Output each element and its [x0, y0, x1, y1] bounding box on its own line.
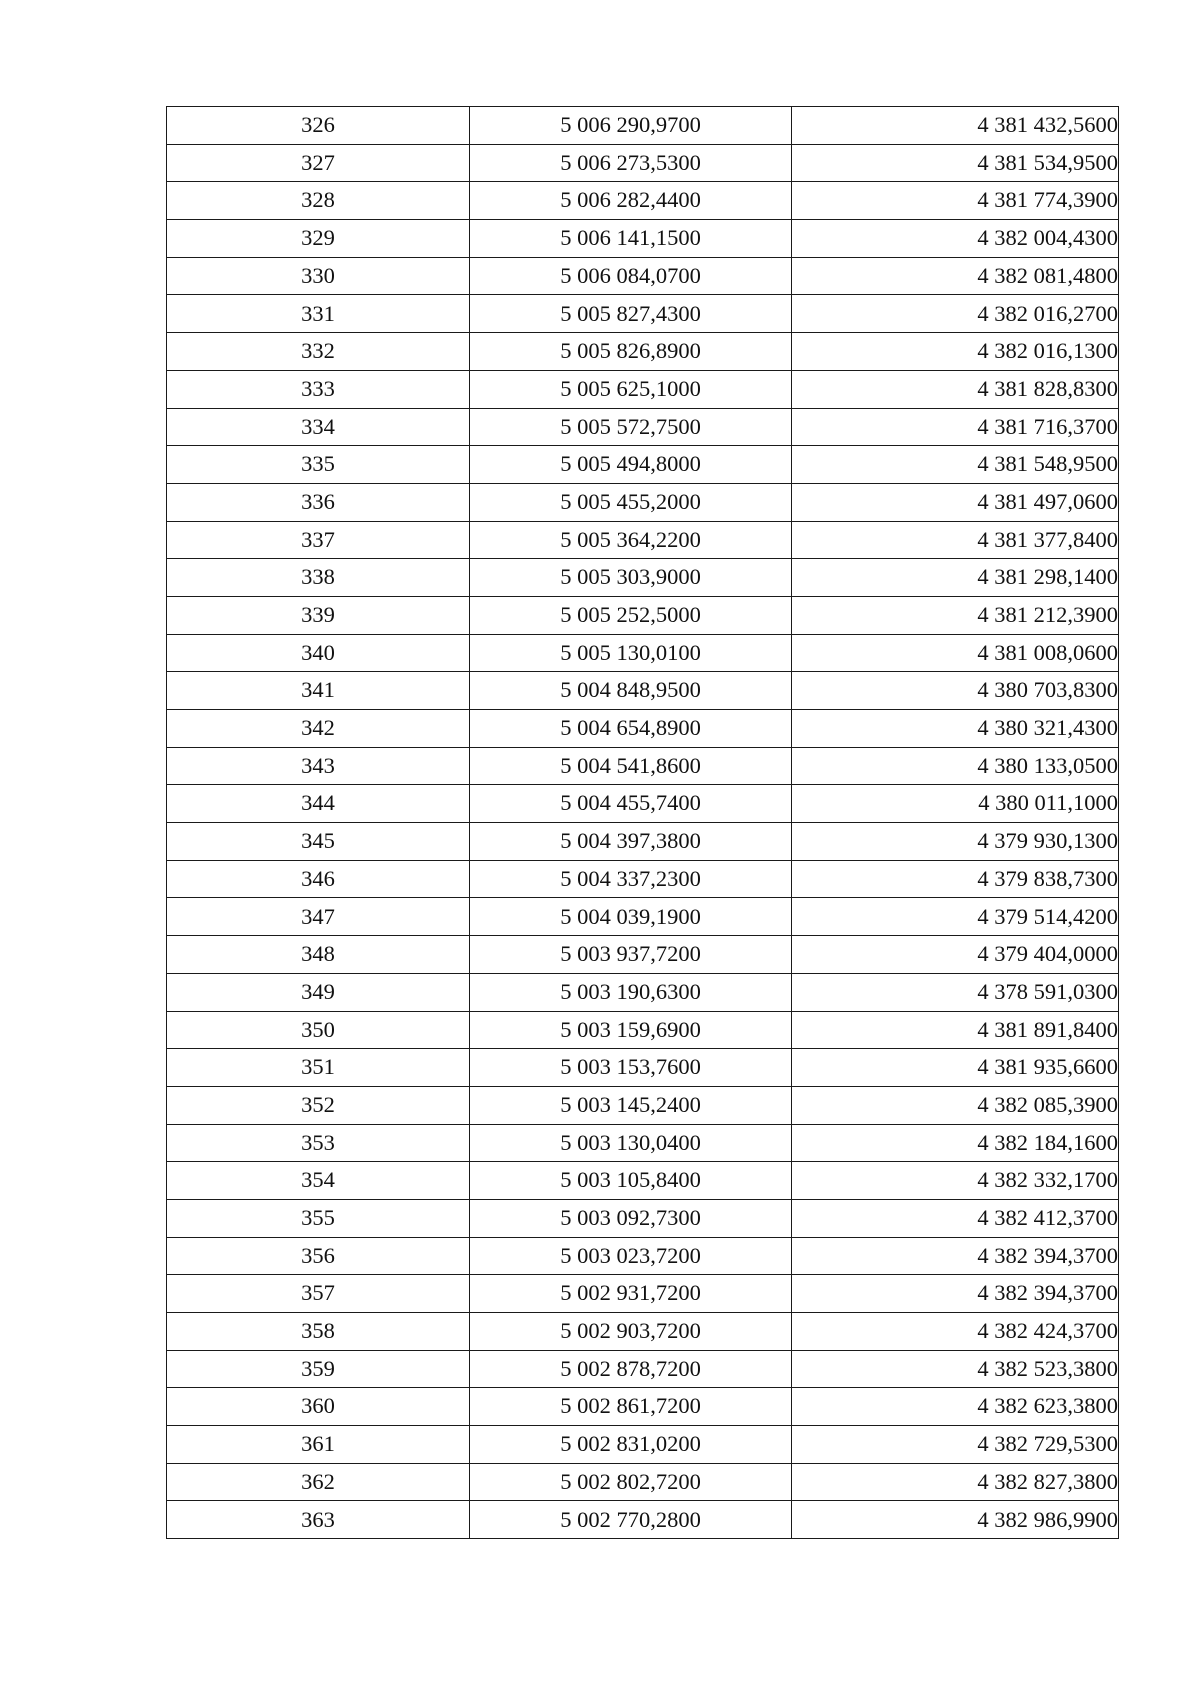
point-number-cell: 332 [167, 333, 470, 371]
x-coordinate-cell: 5 002 831,0200 [470, 1426, 792, 1464]
point-number-cell: 340 [167, 634, 470, 672]
y-coordinate-cell: 4 381 008,0600 [792, 634, 1119, 672]
y-coordinate-cell: 4 382 827,3800 [792, 1463, 1119, 1501]
table-row [167, 1011, 1119, 1049]
point-number-cell: 337 [167, 521, 470, 559]
x-coordinate-cell: 5 002 903,7200 [470, 1313, 792, 1351]
x-coordinate-cell: 5 003 023,7200 [470, 1237, 792, 1275]
x-coordinate-cell: 5 004 848,9500 [470, 672, 792, 710]
x-coordinate-cell: 5 004 397,3800 [470, 823, 792, 861]
x-coordinate-cell: 5 003 130,0400 [470, 1124, 792, 1162]
table-row [167, 483, 1119, 521]
y-coordinate-cell: 4 382 016,1300 [792, 333, 1119, 371]
x-coordinate-cell: 5 002 861,7200 [470, 1388, 792, 1426]
x-coordinate-cell: 5 005 572,7500 [470, 408, 792, 446]
x-coordinate-cell: 5 005 625,1000 [470, 370, 792, 408]
y-coordinate-cell: 4 382 184,1600 [792, 1124, 1119, 1162]
y-coordinate-cell: 4 380 321,4300 [792, 710, 1119, 748]
y-coordinate-cell: 4 382 729,5300 [792, 1426, 1119, 1464]
point-number-cell: 362 [167, 1463, 470, 1501]
x-coordinate-cell: 5 004 455,7400 [470, 785, 792, 823]
point-number-cell: 348 [167, 936, 470, 974]
table-row [167, 1124, 1119, 1162]
table-row [167, 1049, 1119, 1087]
table-row [167, 936, 1119, 974]
point-number-cell: 328 [167, 182, 470, 220]
table-row [167, 1237, 1119, 1275]
table-row [167, 1501, 1119, 1539]
table-row [167, 898, 1119, 936]
y-coordinate-cell: 4 382 016,2700 [792, 295, 1119, 333]
y-coordinate-cell: 4 379 930,1300 [792, 823, 1119, 861]
table-row [167, 1388, 1119, 1426]
table-row [167, 710, 1119, 748]
y-coordinate-cell: 4 381 212,3900 [792, 596, 1119, 634]
x-coordinate-cell: 5 006 282,4400 [470, 182, 792, 220]
point-number-cell: 361 [167, 1426, 470, 1464]
y-coordinate-cell: 4 382 986,9900 [792, 1501, 1119, 1539]
table-row [167, 823, 1119, 861]
y-coordinate-cell: 4 382 424,3700 [792, 1313, 1119, 1351]
x-coordinate-cell: 5 003 159,6900 [470, 1011, 792, 1049]
table-row [167, 295, 1119, 333]
y-coordinate-cell: 4 380 011,1000 [792, 785, 1119, 823]
point-number-cell: 331 [167, 295, 470, 333]
table-row [167, 1199, 1119, 1237]
table-row [167, 446, 1119, 484]
y-coordinate-cell: 4 382 394,3700 [792, 1237, 1119, 1275]
x-coordinate-cell: 5 003 937,7200 [470, 936, 792, 974]
point-number-cell: 341 [167, 672, 470, 710]
x-coordinate-cell: 5 004 337,2300 [470, 860, 792, 898]
y-coordinate-cell: 4 381 828,8300 [792, 370, 1119, 408]
x-coordinate-cell: 5 005 455,2000 [470, 483, 792, 521]
point-number-cell: 358 [167, 1313, 470, 1351]
x-coordinate-cell: 5 002 802,7200 [470, 1463, 792, 1501]
point-number-cell: 329 [167, 220, 470, 258]
x-coordinate-cell: 5 005 252,5000 [470, 596, 792, 634]
x-coordinate-cell: 5 003 145,2400 [470, 1086, 792, 1124]
point-number-cell: 333 [167, 370, 470, 408]
x-coordinate-cell: 5 004 654,8900 [470, 710, 792, 748]
point-number-cell: 347 [167, 898, 470, 936]
table-row [167, 1350, 1119, 1388]
table-row [167, 182, 1119, 220]
table-row [167, 333, 1119, 371]
point-number-cell: 335 [167, 446, 470, 484]
y-coordinate-cell: 4 381 534,9500 [792, 144, 1119, 182]
y-coordinate-cell: 4 382 004,4300 [792, 220, 1119, 258]
point-number-cell: 346 [167, 860, 470, 898]
table-row [167, 747, 1119, 785]
point-number-cell: 336 [167, 483, 470, 521]
point-number-cell: 338 [167, 559, 470, 597]
x-coordinate-cell: 5 006 084,0700 [470, 257, 792, 295]
y-coordinate-cell: 4 380 133,0500 [792, 747, 1119, 785]
table-row [167, 785, 1119, 823]
x-coordinate-cell: 5 005 826,8900 [470, 333, 792, 371]
table-row [167, 559, 1119, 597]
point-number-cell: 359 [167, 1350, 470, 1388]
coordinates-table [166, 106, 1119, 1539]
y-coordinate-cell: 4 380 703,8300 [792, 672, 1119, 710]
y-coordinate-cell: 4 381 716,3700 [792, 408, 1119, 446]
table-row [167, 220, 1119, 258]
point-number-cell: 349 [167, 973, 470, 1011]
y-coordinate-cell: 4 379 404,0000 [792, 936, 1119, 974]
table-row [167, 672, 1119, 710]
x-coordinate-cell: 5 004 541,8600 [470, 747, 792, 785]
table-row [167, 144, 1119, 182]
table-row [167, 596, 1119, 634]
y-coordinate-cell: 4 382 085,3900 [792, 1086, 1119, 1124]
table-row [167, 1313, 1119, 1351]
point-number-cell: 334 [167, 408, 470, 446]
y-coordinate-cell: 4 381 497,0600 [792, 483, 1119, 521]
x-coordinate-cell: 5 006 273,5300 [470, 144, 792, 182]
table-row [167, 1426, 1119, 1464]
y-coordinate-cell: 4 381 891,8400 [792, 1011, 1119, 1049]
y-coordinate-cell: 4 381 548,9500 [792, 446, 1119, 484]
x-coordinate-cell: 5 005 494,8000 [470, 446, 792, 484]
point-number-cell: 360 [167, 1388, 470, 1426]
table-row [167, 634, 1119, 672]
x-coordinate-cell: 5 003 092,7300 [470, 1199, 792, 1237]
table-row [167, 408, 1119, 446]
x-coordinate-cell: 5 003 153,7600 [470, 1049, 792, 1087]
x-coordinate-cell: 5 005 364,2200 [470, 521, 792, 559]
y-coordinate-cell: 4 381 774,3900 [792, 182, 1119, 220]
point-number-cell: 355 [167, 1199, 470, 1237]
x-coordinate-cell: 5 002 931,7200 [470, 1275, 792, 1313]
table-row [167, 370, 1119, 408]
x-coordinate-cell: 5 003 105,8400 [470, 1162, 792, 1200]
table-row [167, 860, 1119, 898]
point-number-cell: 342 [167, 710, 470, 748]
y-coordinate-cell: 4 379 514,4200 [792, 898, 1119, 936]
y-coordinate-cell: 4 379 838,7300 [792, 860, 1119, 898]
y-coordinate-cell: 4 381 935,6600 [792, 1049, 1119, 1087]
y-coordinate-cell: 4 382 623,3800 [792, 1388, 1119, 1426]
point-number-cell: 354 [167, 1162, 470, 1200]
x-coordinate-cell: 5 002 878,7200 [470, 1350, 792, 1388]
point-number-cell: 356 [167, 1237, 470, 1275]
table-row [167, 257, 1119, 295]
point-number-cell: 327 [167, 144, 470, 182]
table-row [167, 1086, 1119, 1124]
table-row [167, 521, 1119, 559]
point-number-cell: 326 [167, 107, 470, 145]
y-coordinate-cell: 4 382 081,4800 [792, 257, 1119, 295]
table-row [167, 1162, 1119, 1200]
point-number-cell: 363 [167, 1501, 470, 1539]
point-number-cell: 350 [167, 1011, 470, 1049]
x-coordinate-cell: 5 006 290,9700 [470, 107, 792, 145]
x-coordinate-cell: 5 002 770,2800 [470, 1501, 792, 1539]
y-coordinate-cell: 4 378 591,0300 [792, 973, 1119, 1011]
x-coordinate-cell: 5 005 827,4300 [470, 295, 792, 333]
table-row [167, 1463, 1119, 1501]
y-coordinate-cell: 4 381 432,5600 [792, 107, 1119, 145]
point-number-cell: 330 [167, 257, 470, 295]
y-coordinate-cell: 4 382 523,3800 [792, 1350, 1119, 1388]
y-coordinate-cell: 4 381 298,1400 [792, 559, 1119, 597]
table-row [167, 107, 1119, 145]
x-coordinate-cell: 5 004 039,1900 [470, 898, 792, 936]
x-coordinate-cell: 5 005 130,0100 [470, 634, 792, 672]
y-coordinate-cell: 4 381 377,8400 [792, 521, 1119, 559]
coordinates-table-body [167, 107, 1119, 1539]
point-number-cell: 339 [167, 596, 470, 634]
y-coordinate-cell: 4 382 412,3700 [792, 1199, 1119, 1237]
y-coordinate-cell: 4 382 332,1700 [792, 1162, 1119, 1200]
point-number-cell: 344 [167, 785, 470, 823]
point-number-cell: 357 [167, 1275, 470, 1313]
table-row [167, 973, 1119, 1011]
y-coordinate-cell: 4 382 394,3700 [792, 1275, 1119, 1313]
table-row [167, 1275, 1119, 1313]
point-number-cell: 352 [167, 1086, 470, 1124]
point-number-cell: 345 [167, 823, 470, 861]
x-coordinate-cell: 5 005 303,9000 [470, 559, 792, 597]
x-coordinate-cell: 5 006 141,1500 [470, 220, 792, 258]
point-number-cell: 353 [167, 1124, 470, 1162]
point-number-cell: 343 [167, 747, 470, 785]
point-number-cell: 351 [167, 1049, 470, 1087]
x-coordinate-cell: 5 003 190,6300 [470, 973, 792, 1011]
